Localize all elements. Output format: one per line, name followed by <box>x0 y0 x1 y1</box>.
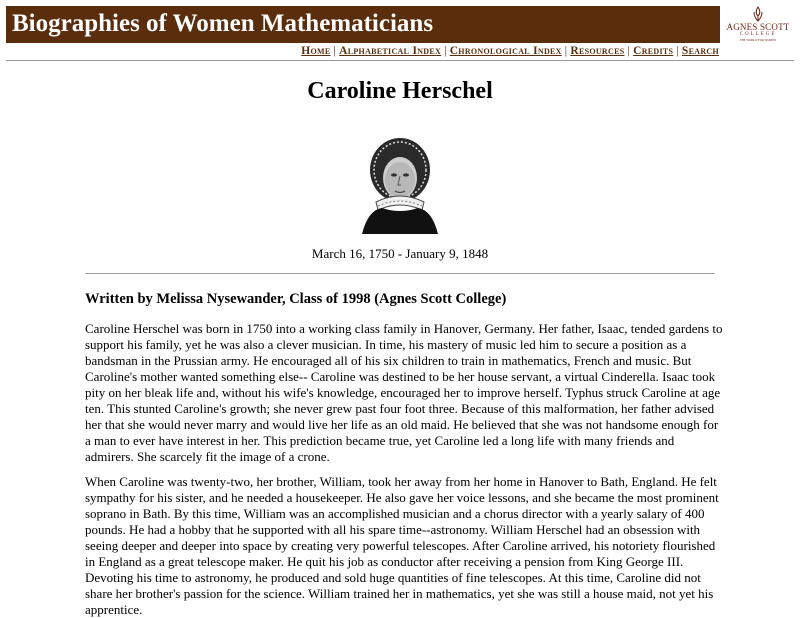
nav-chronological-index-link[interactable]: Chronological Index <box>449 45 562 57</box>
site-banner <box>6 6 720 43</box>
biography-paragraph: When Caroline was twenty-two, her brother, William, took her away from her home in Hanover to Bath, England. He felt sympathy for his sister, and he needed a housekeeper. He also gave her voice lessons, and she became the most prominent soprano in Bath. By this time, William was an accomplished musician and a chorus director with a yearly salary of 400 pounds. He had a hobby that he supported with all his spare time--astronomy. William Herschel had an obsession with seeing deeper and deeper into space by creating very powerful telescopes. After Caroline arrived, his notoriety flourished in England as a great telescope maker. He quit his job as conductor after receiving a pension from King George III. Devoting his time to astronomy, he produced and sold huge quantities of fine telescopes. At this time, Caroline did not share her brother's passion for the science. William trained her in mathematics, yet she was still a house maid, not yet his apprentice. <box>85 474 719 617</box>
page-title: Caroline Herschel <box>307 78 493 104</box>
life-dates: March 16, 1750 - January 9, 1848 <box>311 246 489 261</box>
nav-separator: | <box>333 45 337 57</box>
section-divider <box>85 273 715 274</box>
biography-paragraph: Caroline Herschel was born in 1750 into a working class family in Hanover, Germany. Her father, Isaac, tended gardens to support his family, yet he was also a clever musician. In time, his mastery of music led him to secure a position as a bandsman in the Prussian army. He encouraged all of his six children to train in mathematics, French and music. But Caroline's mother wanted something else-- Caroline was destined to be her house servant, a virtual Cinderella. Isaac took pity on her bleak life and, without his wife's knowledge, encouraged her to improve herself. Typhus struck Caroline at age ten. This stunted Caroline's growth; she never grew past four foot three. Because of this malformation, her father advised her that she would never marry and would live her life as an old maid. He believed that she was not handsome enough for a man to ever have interest in her. This prediction became true, yet Caroline led a long life with many friends and admirers. She scarcely fit the image of a crone. <box>85 321 723 464</box>
nav-alphabetical-index-link[interactable]: Alphabetical Index <box>339 45 442 57</box>
nav-search-link[interactable]: Search <box>681 45 719 57</box>
college-logo[interactable] <box>722 6 794 50</box>
nav-separator: | <box>564 45 568 57</box>
main-nav <box>301 45 719 57</box>
college-crest-icon <box>751 6 765 22</box>
nav-resources-link[interactable]: Resources <box>570 45 625 57</box>
nav-separator: | <box>444 45 447 57</box>
header-divider <box>6 60 794 61</box>
college-logo-tagline: THE WORLD FOR WOMEN <box>739 38 777 42</box>
portrait-image <box>358 130 442 234</box>
author-byline: Written by Melissa Nysewander, Class of 1998 (Agnes Scott College) <box>85 291 507 307</box>
nav-separator: | <box>676 45 679 57</box>
site-title: Biographies of Women Mathematicians <box>12 10 434 37</box>
college-logo-sub: COLLEGE <box>739 32 777 37</box>
college-logo-name: AGNES SCOTT <box>726 22 790 32</box>
nav-separator: | <box>627 45 631 57</box>
nav-credits-link[interactable]: Credits <box>633 45 674 57</box>
nav-home-link[interactable]: Home <box>301 45 331 57</box>
